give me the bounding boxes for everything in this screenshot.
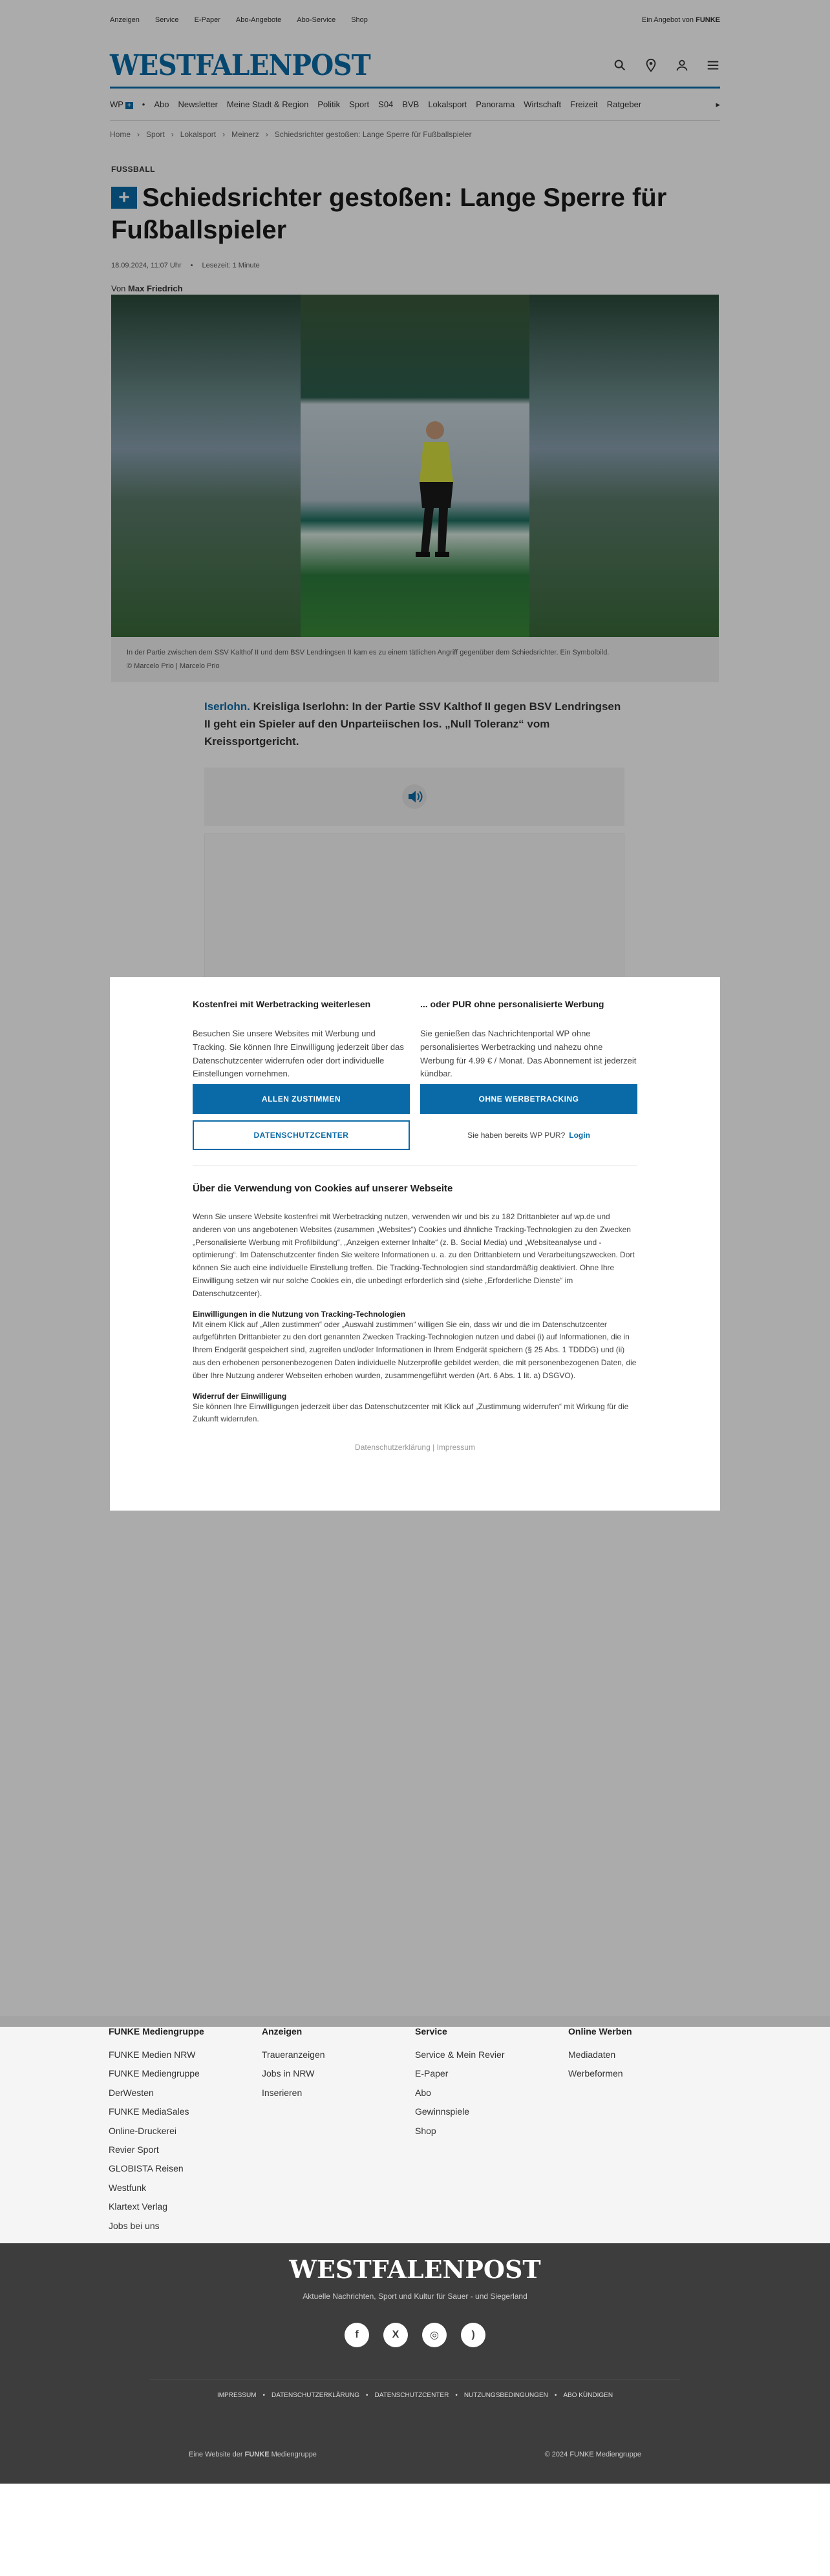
consent-options <box>193 999 637 1150</box>
owner-suffix: Mediengruppe <box>271 2451 317 2458</box>
privacy-link[interactable]: Datenschutzerklärung <box>355 1443 431 1452</box>
legal-link[interactable]: DATENSCHUTZCENTER <box>374 2392 449 2399</box>
article-title-text: Schiedsrichter gestoßen: Lange Sperre für Fußballspieler <box>111 183 667 244</box>
footer-link[interactable]: Westfunk <box>109 2182 147 2193</box>
image-credit: © Marcelo Prio | Marcelo Prio <box>127 662 220 670</box>
footer-col-title: Service <box>415 2026 447 2037</box>
footer-copyright: © 2024 FUNKE Mediengruppe <box>544 2451 641 2458</box>
plus-icon: + <box>111 187 137 209</box>
lead-text: Kreisliga Iserlohn: In der Partie SSV Kalthof II gegen BSV Lendringsen II geht ein Spieler auf den Unparteiischen los. „Null Toleranz“ vom Kreissportgericht. <box>204 700 621 748</box>
footer-sep: | <box>432 1443 435 1452</box>
consent-usage-text: Mit einem Klick auf „Allen zustimmen“ oder „Auswahl zustimmen“ willigen Sie ein, dass wir und die im Datenschutzcenter aufgeführten Drittanbieter zu den dort genannten Zwecken Tracking-Technologien nutzen und dabei (i) auf Informationen, die in Ihrem Endgerät gespeichert sind, zugreifen und/oder Informationen in Ihrem Endgerät speichern (§ 25 Abs. 1 TDDDG) und (ii) aus den erhobenen personenbezogenen Daten individuelle Nutzerprofile gebildet werden, die mit personenbezogenen Daten, die über Ihre Nutzung anderer Webseiten erhoben wurden, zusammengeführt werden (Art. 6 Abs. 1 lit. a) DSGVO). <box>193 1319 637 1380</box>
offer-prefix: Ein Angebot von <box>641 16 694 24</box>
imprint-link[interactable]: Impressum <box>436 1443 475 1452</box>
footer-col-title: Online Werben <box>568 2026 632 2037</box>
nav-item-lokalsport[interactable]: Lokalsport <box>428 99 467 109</box>
nav-item-politik[interactable]: Politik <box>317 99 341 109</box>
author-prefix: Von <box>111 284 126 293</box>
footer-col-service <box>415 2026 568 2243</box>
rss-icon[interactable]: ) <box>461 2323 485 2347</box>
article-date: 18.09.2024, 11:07 Uhr <box>111 262 182 269</box>
footer-link[interactable]: FUNKE Medien NRW <box>109 2049 196 2060</box>
option-title: ... oder PUR ohne personalisierte Werbung <box>420 999 604 1009</box>
legal-link[interactable]: NUTZUNGSBEDINGUNGEN <box>463 2392 548 2399</box>
legal-sep: • <box>455 2392 458 2399</box>
nav-item-label: WP <box>110 99 123 109</box>
footer-link[interactable]: Online-Druckerei <box>109 2125 177 2136</box>
owner-brand: FUNKE <box>244 2451 270 2458</box>
footer-link[interactable]: Jobs bei uns <box>109 2220 160 2231</box>
footer-col-werben <box>568 2026 721 2243</box>
article-readtime: Lesezeit: 1 Minute <box>202 262 260 269</box>
legal-sep: • <box>365 2392 368 2399</box>
breadcrumb-current: Schiedsrichter gestoßen: Lange Sperre für Fußballspieler <box>274 130 472 139</box>
nav-item-bvb[interactable]: BVB <box>402 99 420 109</box>
instagram-icon[interactable]: ◎ <box>422 2323 447 2347</box>
footer-link[interactable]: Gewinnspiele <box>415 2106 470 2117</box>
footer-link-columns <box>0 2016 830 2243</box>
breadcrumb-sep: › <box>222 130 226 139</box>
footer-link[interactable]: Inserieren <box>262 2087 303 2098</box>
legal-link[interactable]: ABO KÜNDIGEN <box>563 2392 613 2399</box>
nav-item-panorama[interactable]: Panorama <box>476 99 515 109</box>
breadcrumb-item[interactable]: Home <box>110 130 131 139</box>
breadcrumb-item[interactable]: Lokalsport <box>180 130 217 139</box>
service-link[interactable]: E-Paper <box>194 16 220 24</box>
footer-link[interactable]: FUNKE MediaSales <box>109 2106 189 2117</box>
footer-link[interactable]: FUNKE Mediengruppe <box>109 2068 200 2079</box>
offer-brand[interactable]: FUNKE <box>696 16 720 24</box>
accept-all-button[interactable]: ALLEN ZUSTIMMEN <box>193 1084 410 1114</box>
footer-logo[interactable]: WESTFALENPOST <box>289 2255 541 2284</box>
cookie-section-text: Wenn Sie unsere Website kostenfrei mit Werbetracking nutzen, verwenden wir und bis zu 182 Drittanbieter auf wp.de und anderen von uns angebotenen Websites (zusammen „Websites“) Cookies und ähnliche Tracking-Technologien zu den Zwecken „Personalisierte Werbung mit Profilbildung“, „Anzeigen externer Inhalte“ (z. B. Social Media) und „Websiteanalyse und -optimierung“. Im Datenschutzcenter finden Sie weitere Informationen u. a. zu den Drittanbietern und Verarbeitungszwecken. Dort können Sie auch eine individuelle Einstellung treffen. Die Tracking-Technologien sind standardmäßig deaktiviert. Ohne Ihre Einwilligung setzen wir nur solche Cookies ein, die unbedingt erforderlich sind (siehe „Erforderliche Dienste“ im Datenschutzcenter). <box>193 1212 635 1298</box>
site-footer <box>0 2243 830 2484</box>
nav-item-sport[interactable]: Sport <box>349 99 370 109</box>
nav-item-s04[interactable]: S04 <box>378 99 394 109</box>
revoke-text: Sie können Ihre Einwilligungen jederzeit über das Datenschutzcenter mit Klick auf „Zustimmung widerrufen“ mit Wirkung für die Zukunft widerrufen. <box>193 1401 629 1424</box>
nav-separator: • <box>142 99 145 109</box>
plus-badge: + <box>125 102 133 109</box>
privacy-center-button[interactable]: DATENSCHUTZCENTER <box>193 1120 410 1150</box>
breadcrumb-sep: › <box>137 130 140 139</box>
facebook-icon[interactable]: f <box>345 2323 369 2347</box>
cookie-section-title: Über die Verwendung von Cookies auf unserer Webseite <box>193 1183 453 1194</box>
consent-option-pur <box>420 999 637 1150</box>
meta-sep: • <box>190 262 193 269</box>
legal-link[interactable]: DATENSCHUTZERKLÄRUNG <box>271 2392 359 2399</box>
footer-col-title: FUNKE Mediengruppe <box>109 2026 204 2037</box>
no-tracking-button[interactable]: OHNE WERBETRACKING <box>420 1084 637 1114</box>
footer-link[interactable]: Klartext Verlag <box>109 2201 168 2212</box>
service-link[interactable]: Service <box>154 16 179 24</box>
legal-sep: • <box>262 2392 266 2399</box>
lead-city: Iserlohn. <box>204 700 250 713</box>
pur-login-row <box>420 1120 637 1150</box>
service-link[interactable]: Abo-Service <box>297 16 336 24</box>
nav-item-newsletter[interactable]: Newsletter <box>178 99 218 109</box>
footer-tagline: Aktuelle Nachrichten, Sport und Kultur für Sauer - und Siegerland <box>303 2292 527 2301</box>
footer-bottom <box>189 2451 641 2458</box>
article-kicker: FUSSBALL <box>111 165 155 174</box>
footer-link[interactable]: GLOBISTA Reisen <box>109 2163 184 2174</box>
service-link[interactable]: Abo-Angebote <box>235 16 282 24</box>
footer-link[interactable]: Revier Sport <box>109 2144 159 2155</box>
nav-item-freizeit[interactable]: Freizeit <box>570 99 598 109</box>
consent-dialog <box>110 977 720 1511</box>
breadcrumb-sep: › <box>171 130 174 139</box>
footer-link[interactable]: Mediadaten <box>568 2049 616 2060</box>
service-link[interactable]: Shop <box>351 16 368 24</box>
option-title: Kostenfrei mit Werbetracking weiterlesen <box>193 999 371 1009</box>
footer-link[interactable]: Shop <box>415 2125 436 2136</box>
legal-link[interactable]: IMPRESSUM <box>217 2392 257 2399</box>
consent-usage-title: Einwilligungen in die Nutzung von Tracking-Technologien <box>193 1309 406 1319</box>
pur-question: Sie haben bereits WP PUR? <box>467 1131 566 1140</box>
breadcrumb-item[interactable]: Meinerz <box>231 130 259 139</box>
caption-text: In der Partie zwischen dem SSV Kalthof II und dem BSV Lendringsen II kam es zu einem tätlichen Angriff gegenüber dem Schiedsrichter. Ein Symbolbild. <box>127 649 610 656</box>
footer-col-anzeigen <box>262 2026 415 2243</box>
nav-item-abo[interactable]: Abo <box>154 99 169 109</box>
revoke-title: Widerruf der Einwilligung <box>193 1391 287 1401</box>
option-text: Besuchen Sie unsere Websites mit Werbung und Tracking. Sie können Ihre Einwilligung jederzeit über das Datenschutzcenter widerrufen oder dort individuelle Einstellungen vornehmen. <box>193 1029 404 1079</box>
footer-col-funke <box>109 2026 262 2243</box>
x-icon[interactable]: X <box>383 2323 408 2347</box>
author-name[interactable]: Max Friedrich <box>128 284 183 293</box>
nav-next-icon[interactable]: ▸ <box>716 99 720 109</box>
breadcrumb-item[interactable]: Sport <box>146 130 165 139</box>
social-links <box>0 2323 830 2347</box>
footer-link[interactable]: Service & Mein Revier <box>415 2049 505 2060</box>
footer-col-title: Anzeigen <box>262 2026 303 2037</box>
nav-item-wirtschaft[interactable]: Wirtschaft <box>524 99 562 109</box>
site-logo[interactable]: WESTFALENPOST <box>110 48 370 82</box>
service-link[interactable]: Anzeigen <box>110 16 140 24</box>
nav-item-ratgeber[interactable]: Ratgeber <box>606 99 642 109</box>
consent-option-tracking <box>193 999 410 1150</box>
legal-links <box>150 2380 680 2399</box>
legal-sep: • <box>554 2392 557 2399</box>
option-text: Sie genießen das Nachrichtenportal WP ohne personalisiertes Werbetracking und nahezu ohne Werbung für 4.99 € / Monat. Das Abonnement ist jederzeit kündbar. <box>420 1029 637 1079</box>
owner-prefix: Eine Website der <box>189 2451 243 2458</box>
footer-link[interactable]: Werbeformen <box>568 2068 623 2079</box>
footer-link[interactable]: Jobs in NRW <box>262 2068 315 2079</box>
breadcrumb-sep: › <box>265 130 268 139</box>
login-link[interactable]: Login <box>569 1131 590 1140</box>
footer-owner <box>189 2451 317 2458</box>
footer-link[interactable]: E-Paper <box>415 2068 449 2079</box>
footer-link[interactable]: Abo <box>415 2087 431 2098</box>
consent-footer <box>193 1443 637 1452</box>
footer-link[interactable]: Traueranzeigen <box>262 2049 325 2060</box>
nav-item-region[interactable]: Meine Stadt & Region <box>226 99 309 109</box>
footer-link[interactable]: DerWesten <box>109 2087 154 2098</box>
